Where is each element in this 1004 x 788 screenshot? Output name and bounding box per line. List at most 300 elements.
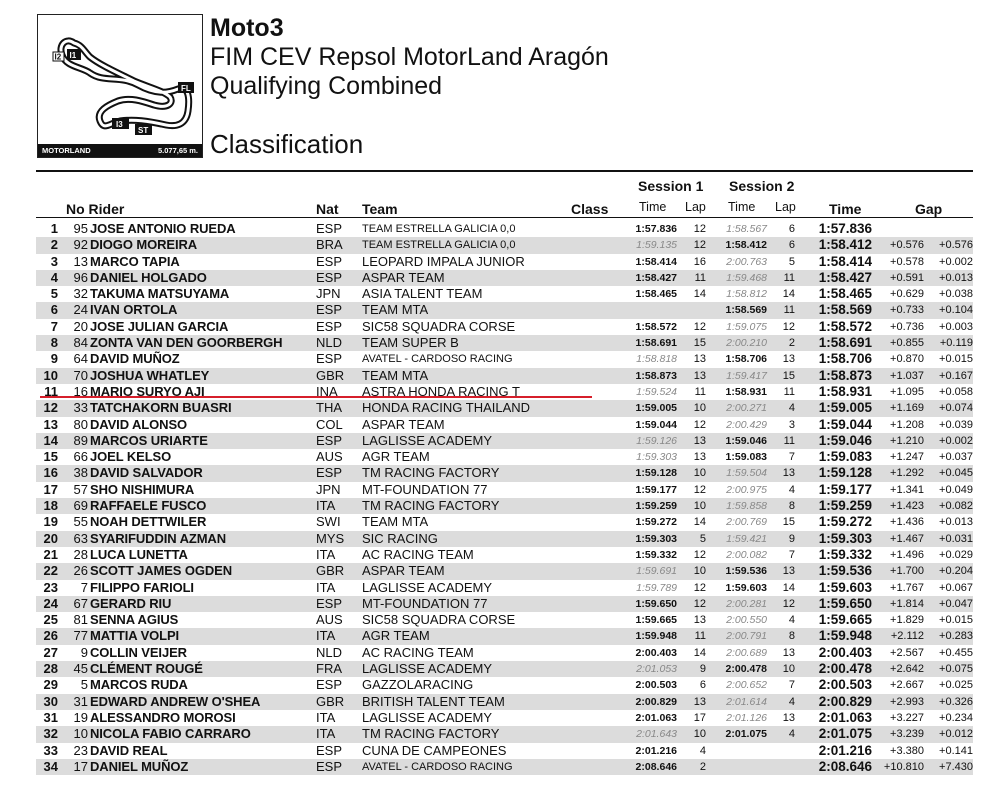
cell-gap1: +2.993 [890, 695, 924, 708]
cell-no: 38 [73, 465, 88, 481]
cell-gap2: +0.003 [939, 320, 973, 333]
marker-i3: I3 [116, 120, 123, 129]
table-row [36, 482, 973, 498]
cell-nat: ESP [316, 269, 343, 285]
cell-gap1: +1.436 [890, 516, 924, 529]
table-row [36, 498, 973, 514]
table-row [36, 449, 973, 465]
cell-s2t: 2:00.791 [726, 630, 767, 643]
cell-time: 1:58.572 [818, 318, 872, 334]
cell-s1l: 10 [693, 500, 706, 513]
cell-s2l: 14 [782, 288, 795, 301]
table-row [36, 726, 973, 742]
cell-s2t: 1:59.083 [725, 451, 767, 464]
marker-i1: I1 [69, 51, 77, 60]
cell-rider: TATCHAKORN BUASRI [90, 400, 232, 416]
cell-gap2: +0.013 [939, 271, 973, 284]
cell-gap2: +0.025 [939, 679, 973, 692]
cell-gap2: +0.047 [939, 597, 973, 610]
cell-rider: JOSE JULIAN GARCIA [90, 318, 229, 334]
cell-gap2: +0.037 [939, 451, 973, 464]
cell-s2t: 2:00.082 [726, 548, 767, 561]
cell-gap2: +0.283 [939, 630, 973, 643]
cell-s2t: 1:58.931 [725, 385, 767, 398]
cell-pos: 9 [50, 351, 58, 367]
cell-s2t: 2:00.652 [726, 679, 767, 692]
cell-team: ASIA TALENT TEAM [362, 286, 483, 302]
cell-rider: ZONTA VAN DEN GOORBERGH [90, 335, 283, 351]
cell-rider: MARCOS URIARTE [90, 432, 208, 448]
cell-pos: 32 [43, 726, 58, 742]
cell-s1t: 2:01.063 [635, 711, 677, 724]
cell-s2t: 1:59.858 [726, 500, 767, 513]
cell-team: SIC RACING [362, 530, 438, 546]
cell-no: 95 [73, 221, 88, 236]
cell-time: 1:59.650 [818, 595, 872, 611]
cell-gap2: +0.029 [939, 548, 973, 561]
cell-s2l: 13 [782, 646, 795, 659]
cell-gap2: +0.002 [939, 434, 973, 447]
cell-gap2: +0.576 [939, 239, 973, 252]
cell-s2l: 4 [788, 695, 795, 708]
cell-no: 63 [73, 530, 88, 546]
cell-s2t: 2:00.271 [726, 402, 767, 415]
cell-nat: INA [316, 383, 338, 399]
cell-rider: FILIPPO FARIOLI [90, 579, 194, 595]
cell-nat: ITA [316, 498, 336, 514]
cell-team: ASPAR TEAM [362, 269, 445, 285]
cell-s1l: 6 [699, 679, 706, 692]
cell-time: 1:58.931 [818, 383, 872, 399]
cell-rider: GERARD RIU [90, 595, 172, 611]
cell-team: AC RACING TEAM [362, 546, 474, 562]
cell-gap1: +2.642 [890, 663, 924, 676]
cell-s2l: 13 [782, 353, 795, 366]
cell-pos: 31 [43, 709, 58, 725]
cell-time: 1:59.259 [818, 498, 872, 514]
cell-gap2: +0.015 [939, 353, 973, 366]
cell-rider: DAVID MUÑOZ [90, 351, 180, 367]
cell-s2t: 2:00.975 [726, 483, 767, 496]
cell-gap1: +1.467 [890, 532, 924, 545]
cell-pos: 3 [50, 253, 58, 269]
table-row [36, 628, 973, 644]
table-row [36, 286, 973, 302]
cell-nat: ITA [316, 579, 336, 595]
cell-team: ASPAR TEAM [362, 416, 445, 432]
cell-s2l: 4 [788, 614, 795, 627]
cell-s2l: 12 [782, 597, 795, 610]
cell-gap2: +0.455 [939, 646, 973, 659]
cell-team: SIC58 SQUADRA CORSE [362, 318, 516, 334]
cell-nat: AUS [316, 449, 343, 465]
cell-s2t: 2:00.429 [726, 418, 767, 431]
cell-s2l: 14 [782, 581, 795, 594]
cell-s1t: 1:59.524 [636, 385, 677, 398]
cell-s1l: 10 [693, 467, 706, 480]
cell-s2l: 8 [788, 630, 795, 643]
cell-time: 1:59.128 [818, 465, 872, 481]
cell-team: TEAM ESTRELLA GALICIA 0,0 [362, 223, 516, 235]
cell-pos: 12 [43, 400, 58, 416]
cell-gap2: +0.204 [939, 565, 973, 578]
cell-team: LAGLISSE ACADEMY [362, 432, 493, 448]
cell-no: 19 [73, 709, 88, 725]
cell-s2t: 2:00.478 [725, 663, 767, 676]
cell-s1l: 4 [699, 744, 706, 757]
table-row [36, 514, 973, 530]
cell-s1t: 1:59.135 [636, 239, 677, 252]
cell-pos: 10 [43, 367, 58, 383]
cell-s2t: 2:01.126 [726, 711, 767, 724]
cell-no: 17 [73, 758, 88, 774]
cell-gap1: +1.829 [890, 614, 924, 627]
cell-s1t: 1:59.126 [636, 434, 677, 447]
cell-s1t: 2:00.403 [635, 646, 677, 659]
cell-team: LAGLISSE ACADEMY [362, 661, 493, 677]
cell-time: 1:59.046 [818, 432, 872, 448]
cell-gap2: +0.082 [939, 500, 973, 513]
cell-s1l: 11 [694, 385, 706, 398]
cell-s1t: 1:59.128 [635, 467, 677, 480]
cell-s2l: 2 [788, 337, 795, 350]
cell-pos: 13 [43, 416, 58, 432]
cell-s1t: 1:58.873 [635, 369, 677, 382]
cell-team: MT-FOUNDATION 77 [362, 595, 488, 611]
cell-s2t: 1:59.046 [725, 434, 767, 447]
cell-s1t: 1:59.177 [635, 483, 677, 496]
cell-no: 57 [73, 481, 88, 497]
cell-nat: ESP [316, 758, 343, 774]
event-title: FIM CEV Repsol MotorLand Aragón [210, 43, 609, 71]
cell-s1l: 14 [693, 646, 706, 659]
cell-nat: GBR [316, 693, 345, 709]
cell-gap2: +0.058 [939, 385, 973, 398]
cell-s2l: 3 [788, 418, 795, 431]
table-row [36, 319, 973, 335]
cell-s2l: 13 [782, 467, 795, 480]
cell-s2l: 10 [782, 663, 795, 676]
table-row [36, 612, 973, 628]
cell-gap2: +0.075 [939, 663, 973, 676]
cell-pos: 16 [43, 465, 58, 481]
cell-no: 32 [73, 286, 88, 302]
cell-nat: NLD [316, 335, 343, 351]
cell-time: 1:58.465 [818, 286, 872, 302]
cell-s1l: 12 [693, 223, 706, 235]
cell-gap2: +7.430 [939, 760, 973, 773]
cell-no: 7 [80, 579, 88, 595]
cell-pos: 17 [43, 481, 58, 497]
cell-nat: AUS [316, 612, 343, 628]
cell-s1t: 1:59.272 [635, 516, 677, 529]
cell-no: 77 [73, 628, 88, 644]
cell-time: 1:58.706 [818, 351, 872, 367]
cell-pos: 2 [50, 237, 58, 253]
cell-rider: DANIEL HOLGADO [90, 269, 207, 285]
cell-gap2: +0.031 [939, 532, 973, 545]
cell-pos: 8 [50, 335, 58, 351]
cell-time: 1:59.272 [818, 514, 872, 530]
cell-s1l: 13 [693, 353, 706, 366]
cell-team: TM RACING FACTORY [362, 465, 500, 481]
cell-gap1: +1.423 [890, 500, 924, 513]
cell-pos: 15 [43, 449, 58, 465]
cell-s1l: 12 [693, 418, 706, 431]
cell-s2t: 1:58.569 [725, 304, 767, 317]
cell-nat: JPN [316, 481, 341, 497]
cell-team: ASTRA HONDA RACING T [362, 383, 520, 399]
track-info-bar [38, 144, 202, 157]
cell-gap2: +0.326 [939, 695, 973, 708]
cell-pos: 34 [43, 758, 58, 774]
s1-time-header: Time [639, 200, 667, 214]
cell-nat: ESP [316, 677, 343, 693]
cell-nat: ITA [316, 628, 336, 644]
cell-s1t: 2:00.829 [635, 695, 677, 708]
cell-no: 24 [73, 302, 88, 318]
cell-no: 16 [73, 383, 88, 399]
cell-team: MT-FOUNDATION 77 [362, 481, 488, 497]
cell-s2t: 2:01.614 [726, 695, 767, 708]
cell-gap2: +0.012 [939, 728, 973, 741]
cell-nat: ESP [316, 742, 343, 758]
cell-s2l: 11 [783, 385, 795, 398]
cell-s1t: 1:59.789 [636, 581, 677, 594]
cell-s2t: 1:59.504 [726, 467, 767, 480]
cell-no: 92 [73, 237, 88, 253]
cell-time: 1:58.569 [818, 302, 872, 318]
cell-time: 1:59.536 [818, 563, 872, 579]
cell-s1t: 1:59.044 [635, 418, 677, 431]
cell-no: 69 [73, 498, 88, 514]
cell-s2t: 1:59.468 [726, 271, 767, 284]
cell-team: AGR TEAM [362, 449, 430, 465]
title-block [210, 14, 609, 101]
cell-time: 2:01.075 [818, 726, 872, 742]
cell-gap2: +0.002 [939, 255, 973, 268]
cell-nat: ESP [316, 351, 343, 367]
cell-nat: FRA [316, 661, 342, 677]
cell-gap1: +0.733 [890, 304, 924, 317]
cell-no: 66 [73, 449, 88, 465]
cell-rider: MARCO TAPIA [90, 253, 180, 269]
cell-s2l: 13 [782, 711, 795, 724]
marker-i2: I2 [54, 52, 62, 62]
cell-pos: 27 [43, 644, 58, 660]
s1-lap-header: Lap [685, 200, 706, 214]
cell-s2t: 1:59.417 [726, 369, 767, 382]
table-row [36, 270, 973, 286]
session1-header: Session 1 [638, 178, 704, 194]
cell-gap2: +0.045 [939, 467, 973, 480]
cell-team: TEAM SUPER B [362, 335, 459, 351]
cell-team: AGR TEAM [362, 628, 430, 644]
cell-time: 1:59.177 [818, 481, 872, 497]
cell-s1l: 14 [693, 516, 706, 529]
cell-team: AVATEL - CARDOSO RACING [362, 760, 513, 773]
cell-time: 1:57.836 [818, 221, 872, 236]
table-row [36, 661, 973, 677]
cell-s2t: 1:58.412 [725, 239, 767, 252]
cell-nat: GBR [316, 367, 345, 383]
cell-gap2: +0.015 [939, 614, 973, 627]
cell-rider: DANIEL MUÑOZ [90, 758, 189, 774]
cell-pos: 26 [43, 628, 58, 644]
cell-s2l: 9 [788, 532, 795, 545]
cell-no: 45 [73, 661, 88, 677]
cell-nat: ESP [316, 595, 343, 611]
cell-gap1: +1.247 [890, 451, 924, 464]
cell-rider: TAKUMA MATSUYAMA [90, 286, 230, 302]
cell-s2l: 11 [783, 271, 795, 284]
cell-rider: COLLIN VEIJER [90, 644, 187, 660]
cell-s1t: 1:59.665 [635, 614, 677, 627]
cell-no: 28 [73, 546, 88, 562]
cell-no: 20 [73, 318, 88, 334]
cell-time: 2:01.063 [818, 709, 872, 725]
cell-team: AC RACING TEAM [362, 644, 474, 660]
table-row [36, 710, 973, 726]
team-header: Team [362, 201, 398, 217]
cell-pos: 23 [43, 579, 58, 595]
cell-gap1: +3.380 [890, 744, 924, 757]
cell-rider: CLÉMENT ROUGÉ [90, 661, 203, 677]
cell-time: 1:58.412 [818, 237, 872, 253]
cell-no: 5 [80, 677, 88, 693]
cell-gap1: +0.855 [890, 337, 924, 350]
cell-s1l: 12 [693, 483, 706, 496]
cell-gap1: +3.239 [890, 728, 924, 741]
cell-team: TEAM MTA [362, 367, 429, 383]
cell-s1t: 1:59.650 [635, 597, 677, 610]
cell-time: 1:59.948 [818, 628, 872, 644]
cell-s1l: 17 [693, 711, 706, 724]
cell-time: 1:59.044 [818, 416, 872, 432]
cell-time: 2:00.403 [818, 644, 872, 660]
cell-gap1: +0.578 [890, 255, 924, 268]
cell-gap2: +0.067 [939, 581, 973, 594]
cell-rider: JOSE ANTONIO RUEDA [90, 221, 236, 236]
cell-team: TM RACING FACTORY [362, 726, 500, 742]
cell-s1t: 1:59.332 [635, 548, 677, 561]
table-row [36, 759, 973, 775]
cell-time: 1:58.427 [818, 269, 872, 285]
cell-rider: EDWARD ANDREW O'SHEA [90, 693, 261, 709]
cell-s1l: 9 [699, 663, 706, 676]
session2-header: Session 2 [729, 178, 795, 194]
table-row [36, 351, 973, 367]
cell-gap1: +1.292 [890, 467, 924, 480]
cell-rider: MARCOS RUDA [90, 677, 188, 693]
cell-s1t: 1:58.572 [635, 320, 677, 333]
cell-gap1: +3.227 [890, 711, 924, 724]
cell-no: 13 [73, 253, 88, 269]
cell-s1t: 1:59.691 [636, 565, 677, 578]
cell-s2t: 1:58.812 [726, 288, 767, 301]
table-row [36, 335, 973, 351]
cell-pos: 19 [43, 514, 58, 530]
table-row [36, 368, 973, 384]
cell-s1t: 2:01.053 [636, 663, 677, 676]
cell-pos: 25 [43, 612, 58, 628]
cell-s1t: 1:58.818 [636, 353, 677, 366]
table-row [36, 645, 973, 661]
cell-team: TEAM ESTRELLA GALICIA 0,0 [362, 239, 516, 252]
cell-time: 1:59.603 [818, 579, 872, 595]
cell-s1t: 1:59.259 [635, 500, 677, 513]
cell-gap1: +1.814 [890, 597, 924, 610]
cell-no: 96 [73, 269, 88, 285]
cell-gap2: +0.013 [939, 516, 973, 529]
cell-gap1: +1.700 [890, 565, 924, 578]
cell-s2t: 1:59.603 [725, 581, 767, 594]
cell-time: 1:59.005 [818, 400, 872, 416]
cell-pos: 4 [50, 269, 58, 285]
table-row [36, 694, 973, 710]
cell-s2t: 1:58.567 [726, 223, 767, 235]
cell-s1l: 10 [693, 565, 706, 578]
no-rider-header: No Rider [66, 201, 125, 217]
cell-rider: IVAN ORTOLA [90, 302, 178, 318]
cell-pos: 18 [43, 498, 58, 514]
cell-team: TEAM MTA [362, 302, 429, 318]
cell-no: 67 [73, 595, 88, 611]
cell-s2t: 1:59.536 [725, 565, 767, 578]
cell-gap2: +0.074 [939, 402, 973, 415]
cell-team: SIC58 SQUADRA CORSE [362, 612, 516, 628]
cell-s1t: 1:59.303 [635, 532, 677, 545]
cell-time: 2:00.829 [818, 693, 872, 709]
top-rule [36, 170, 973, 172]
cell-gap1: +0.629 [890, 288, 924, 301]
cell-rider: NICOLA FABIO CARRARO [90, 726, 251, 742]
cell-gap2: +0.119 [939, 337, 973, 350]
cell-nat: ITA [316, 709, 336, 725]
table-row [36, 563, 973, 579]
cell-no: 33 [73, 400, 88, 416]
cell-s2l: 4 [788, 728, 795, 741]
cell-s2t: 2:00.550 [726, 614, 767, 627]
cell-s2l: 5 [788, 255, 795, 268]
cell-pos: 24 [43, 595, 58, 611]
cell-nat: MYS [316, 530, 345, 546]
cell-gap2: +0.234 [939, 711, 973, 724]
cell-s1t: 1:58.414 [635, 255, 677, 268]
cell-gap1: +1.095 [890, 385, 924, 398]
cell-s2l: 7 [788, 548, 795, 561]
cell-s1l: 2 [699, 760, 706, 773]
cell-s2t: 1:59.075 [726, 320, 767, 333]
cell-nat: ESP [316, 253, 343, 269]
cell-gap1: +0.736 [890, 320, 924, 333]
cell-time: 1:58.414 [818, 253, 872, 269]
cell-gap2: +0.141 [939, 744, 973, 757]
cell-gap1: +1.341 [890, 483, 924, 496]
cell-nat: ESP [316, 318, 343, 334]
cell-gap1: +1.208 [890, 418, 924, 431]
cell-time: 1:59.332 [818, 546, 872, 562]
cell-gap2: +0.104 [939, 304, 973, 317]
cell-s1l: 12 [693, 597, 706, 610]
cell-team: LAGLISSE ACADEMY [362, 709, 493, 725]
cell-gap1: +0.576 [890, 239, 924, 252]
category-title: Moto3 [210, 14, 284, 42]
cell-s1t: 1:59.303 [636, 451, 677, 464]
cell-s2l: 7 [788, 679, 795, 692]
cell-s2t: 2:00.763 [726, 255, 767, 268]
cell-team: TEAM MTA [362, 514, 429, 530]
